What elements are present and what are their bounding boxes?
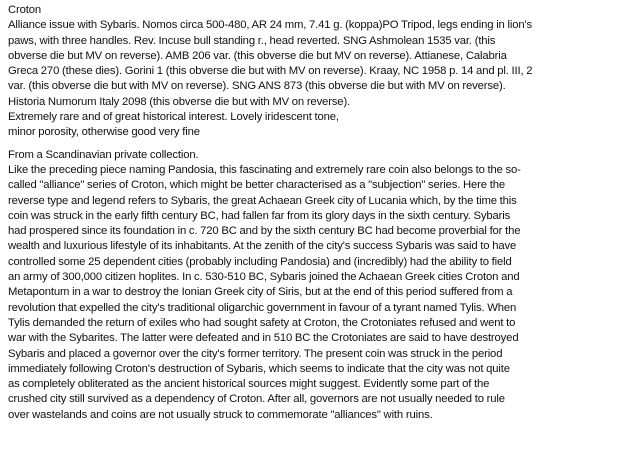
coin-description [8, 18, 614, 140]
notes-line: immediately following Croton's destruction of Sybaris, which seems to indicate that the city was not quite [8, 362, 510, 375]
description-line: var. (this obverse die but with MV on reverse). SNG ANS 873 (this obverse die but with MV on reverse). [8, 80, 506, 93]
notes-line: wealth and luxurious lifestyle of its inhabitants. At the zenith of the city's success Sybaris was said to have [8, 240, 517, 253]
description-line: Extremely rare and of great historical interest. Lovely iridescent tone, [8, 111, 339, 124]
notes-line: called "alliance" series of Croton, which might be better characterised as a "subjection" series. Here the [8, 179, 505, 192]
notes-line: controlled some 25 dependent cities (probably including Pandosia) and (incredibly) had the ability to field [8, 255, 512, 268]
paragraph-gap [8, 141, 614, 148]
description-line: Alliance issue with Sybaris. Nomos circa 500-480, AR 24 mm, 7.41 g. (koppa)PO Tripod, legs ending in lion's [8, 19, 532, 32]
notes-line: Metapontum in a war to destroy the Ionian Greek city of Siris, but at the end of this period suffered from a [8, 286, 513, 299]
provenance-line: From a Scandinavian private collection. [8, 148, 199, 161]
notes-line: Sybaris and placed a governor over the city's former territory. The present coin was struck in the period [8, 347, 503, 360]
notes-line: crushed city still survived as a dependency of Croton. After all, governors are not usually needed to rule [8, 393, 505, 406]
notes-line: over wastelands and coins are not usually struck to commemorate "alliances" with ruins. [8, 408, 433, 421]
notes-line: revolution that expelled the city's traditional oligarchic government in favour of a tyrant named Tylis. When [8, 301, 517, 314]
notes-line: Tylis demanded the return of exiles who had sought safety at Croton, the Crotoniates refused and went to [8, 316, 516, 329]
lot-description-document [8, 3, 614, 423]
notes-line: Like the preceding piece naming Pandosia, this fascinating and extremely rare coin also belongs to the so- [8, 163, 521, 176]
notes-line: coin was struck in the early fifth century BC, had fallen far from its glory days in the sixth century. Sybaris [8, 209, 511, 222]
lot-heading: Croton [8, 4, 42, 16]
provenance-and-notes [8, 148, 614, 423]
notes-line: reverse type and legend refers to Sybaris, the great Achaean Greek city of Lucania which, by the time this [8, 194, 517, 207]
description-line: paws, with three handles. Rev. Incuse bull standing r., head reverted. SNG Ashmolean 1535 var. (this [8, 34, 496, 47]
notes-line: war with the Sybarites. The latter were defeated and in 510 BC the Crotoniates are said to have destroyed [8, 332, 519, 345]
notes-line: an army of 300,000 citizen hoplites. In c. 530-510 BC, Sybaris joined the Achaean Greek cities Croton and [8, 271, 520, 284]
description-line: Greca 270 (these dies). Gorini 1 (this obverse die but with MV on reverse). Kraay, NC 1958 p. 14 and pl. III, 2 [8, 65, 533, 78]
description-line: minor porosity, otherwise good very fine [8, 126, 200, 139]
description-line: obverse die but MV on reverse). AMB 206 var. (this obverse die but MV on reverse). Attianese, Calabria [8, 49, 507, 62]
notes-line: as completely obliterated as the ancient historical sources might suggest. Evidently some part of the [8, 378, 490, 391]
notes-line: had prospered since its foundation in c. 720 BC and by the sixth century BC had become proverbial for the [8, 225, 521, 238]
description-line: Historia Numorum Italy 2098 (this obverse die but with MV on reverse). [8, 95, 351, 108]
